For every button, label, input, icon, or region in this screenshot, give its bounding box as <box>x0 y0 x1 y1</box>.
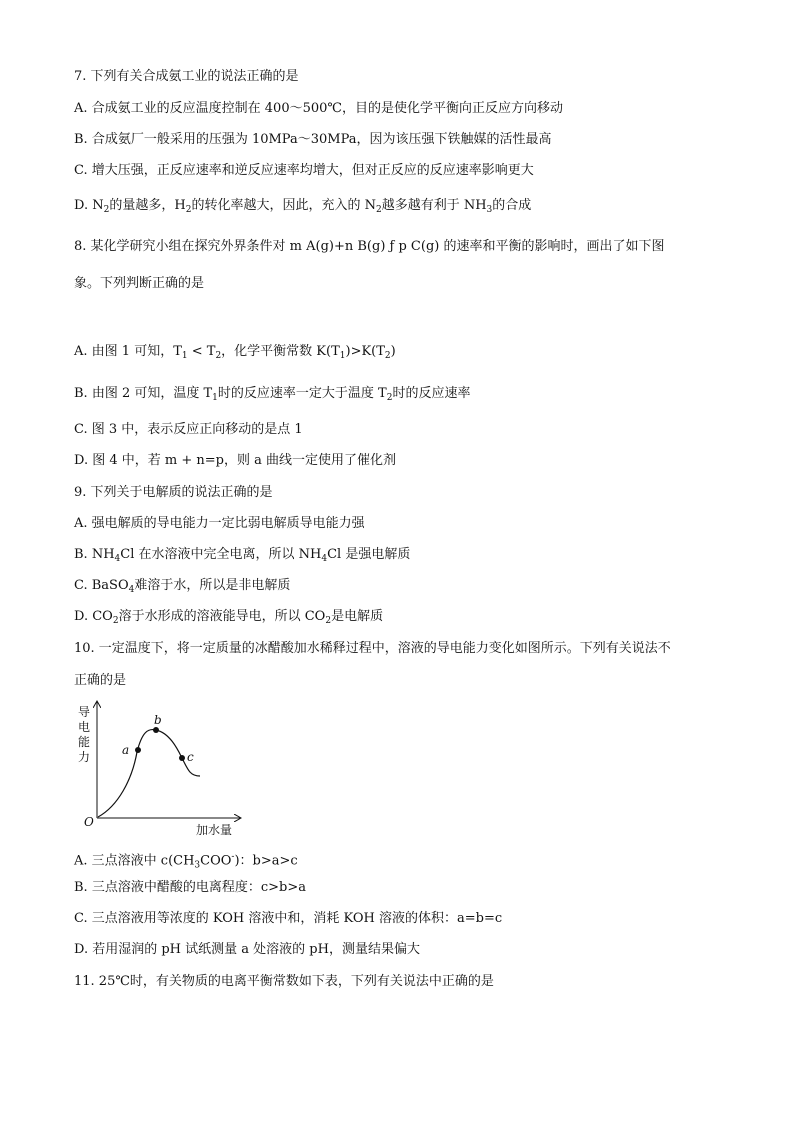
x-axis-label: 加水量 <box>196 823 233 837</box>
q10-option-c: C. 三点溶液用等浓度的 KOH 溶液中和，消耗 KOH 溶液的体积：a=b=c <box>74 911 503 926</box>
q8-option-b: B. 由图 2 可知，温度 $T_1$时的反应速率一定大于温度 $T_2$时的反应速率 <box>74 386 471 403</box>
q7-stem: 7. 下列有关合成氨工业的说法正确的是 <box>74 69 299 84</box>
q8-stem-line2: 象。下列判断正确的是 <box>74 276 205 291</box>
q7-option-d: D. $N_2$的量越多，$H_2$的转化率越大，因此，充入的 $N_2$越多越有利于 $NH_3$的合成 <box>74 198 532 215</box>
point-c-label: c <box>187 750 194 764</box>
q10-option-a: A. 三点溶液中 $c(CH_3COO^-)$：b>a>c <box>74 852 298 871</box>
conductivity-curve <box>98 730 200 817</box>
y-label-2: 电 <box>78 720 91 734</box>
q8-stem-line1: 8. 某化学研究小组在探究外界条件对 m A(g)+n B(g) ƒ p C(g) 的速率和平衡的影响时，画出了如下图 <box>74 239 665 254</box>
q9-option-a: A. 强电解质的导电能力一定比弱电解质导电能力强 <box>74 516 365 531</box>
q10-stem-line2: 正确的是 <box>74 673 127 688</box>
q8-option-d: D. 图 4 中，若 m + n=p，则 a 曲线一定使用了催化剂 <box>74 453 396 468</box>
origin-label: O <box>84 815 94 829</box>
q8-option-c: C. 图 3 中，表示反应正向移动的是点 1 <box>74 422 303 437</box>
q9-option-b: B. $NH_4Cl$ 在水溶液中完全电离，所以 $NH_4Cl$ 是强电解质 <box>74 547 411 564</box>
q9-stem: 9. 下列关于电解质的说法正确的是 <box>74 485 273 500</box>
point-a-marker <box>135 747 141 753</box>
q10-option-d: D. 若用湿润的 pH 试纸测量 a 处溶液的 pH，测量结果偏大 <box>74 942 420 957</box>
point-b-label: b <box>154 713 162 727</box>
point-c-marker <box>179 755 185 761</box>
q10-option-b: B. 三点溶液中醋酸的电离程度：c>b>a <box>74 880 306 895</box>
q8-option-a: A. 由图 1 可知，$T_1 < T_2$，化学平衡常数 $K(T_1)>K(T_2)$ <box>74 344 396 361</box>
q10-stem-line1: 10. 一定温度下，将一定质量的冰醋酸加水稀释过程中，溶液的导电能力变化如图所示。下列有关说法不 <box>74 641 671 656</box>
conductivity-graph <box>70 700 270 840</box>
y-label-1: 导 <box>78 705 91 719</box>
q7-option-a: A. 合成氨工业的反应温度控制在 400～500℃，目的是使化学平衡向正反应方向移动 <box>74 101 563 116</box>
q7-option-c: C. 增大压强，正反应速率和逆反应速率均增大，但对正反应的反应速率影响更大 <box>74 163 534 178</box>
point-b-marker <box>153 727 159 733</box>
q9-option-d: D. $CO_2$溶于水形成的溶液能导电，所以 $CO_2$是电解质 <box>74 609 384 626</box>
y-label-3: 能 <box>78 735 91 749</box>
y-label-4: 力 <box>78 750 91 764</box>
q9-option-c: C. BaSO$_4$难溶于水，所以是非电解质 <box>74 578 291 595</box>
q7-option-b: B. 合成氨厂一般采用的压强为 10MPa～30MPa，因为该压强下铁触媒的活性最高 <box>74 132 552 147</box>
point-a-label: a <box>122 743 130 757</box>
q11-stem: 11. 25℃时，有关物质的电离平衡常数如下表，下列有关说法中正确的是 <box>74 974 494 989</box>
